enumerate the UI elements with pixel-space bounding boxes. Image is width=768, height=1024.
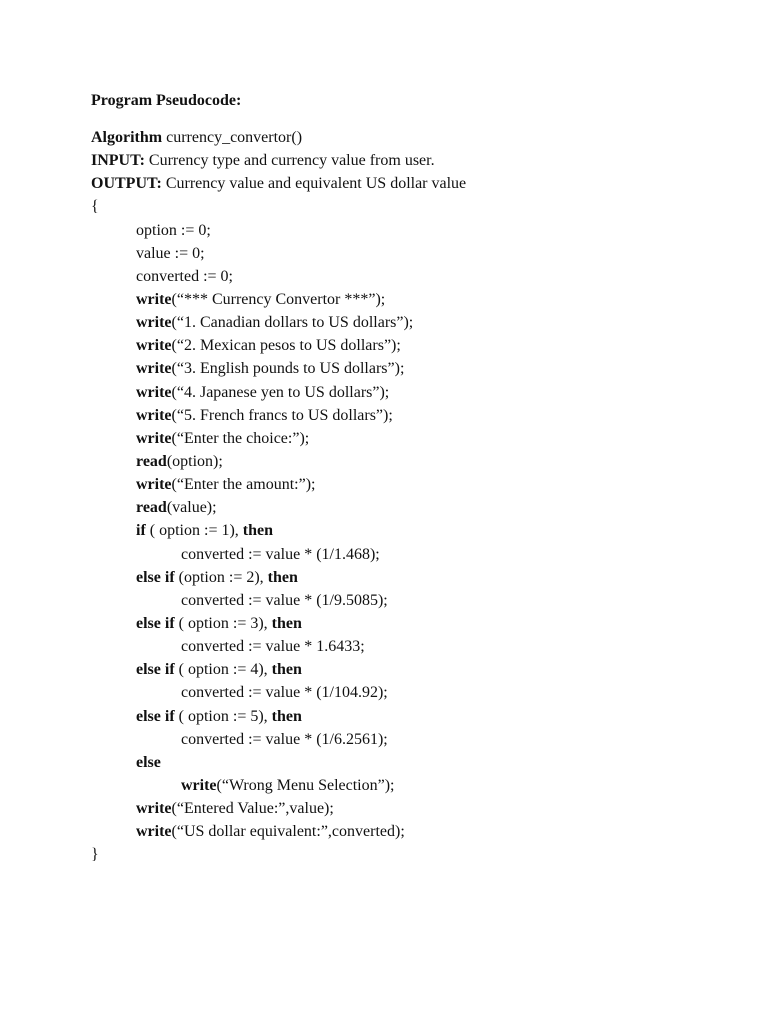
code-text: (“1. Canadian dollars to US dollars”);	[171, 314, 414, 332]
code-line-14	[91, 519, 751, 542]
code-line-2: value := 0;	[136, 244, 205, 262]
code-line-18	[91, 612, 751, 635]
code-line-13	[91, 496, 751, 519]
code-text: (option);	[166, 452, 223, 470]
write-keyword: write	[136, 406, 172, 424]
code-line-4	[91, 288, 751, 311]
code-text: ( option := 4),	[174, 661, 268, 679]
write-keyword: write	[136, 337, 172, 355]
write-keyword: write	[136, 314, 172, 332]
input-line	[91, 149, 751, 172]
code-text: (“Wrong Menu Selection”);	[216, 776, 395, 794]
code-line-10	[91, 427, 751, 450]
code-line-6	[91, 334, 751, 357]
write-keyword: write	[136, 476, 172, 494]
write-keyword: write	[181, 776, 217, 794]
then-keyword: then	[267, 707, 302, 725]
code-line-5	[91, 311, 751, 334]
close-brace: }	[91, 846, 99, 864]
output-line	[91, 172, 751, 195]
pseudocode-block	[91, 126, 751, 867]
code-text: (“3. English pounds to US dollars”);	[171, 360, 405, 378]
code-text: (“Entered Value:”,value);	[171, 800, 334, 818]
code-line-12	[91, 473, 751, 496]
algorithm-line	[91, 126, 751, 149]
else-keyword: else	[136, 753, 161, 771]
write-keyword: write	[136, 800, 172, 818]
code-line-15: converted := value * (1/1.468);	[181, 545, 380, 563]
code-line-19: converted := value * 1.6433;	[181, 638, 365, 656]
else-if-keyword: else if	[136, 568, 175, 586]
code-line-23: converted := value * (1/6.2561);	[181, 730, 388, 748]
code-text: ( option := 5),	[174, 707, 268, 725]
code-line-17: converted := value * (1/9.5085);	[181, 591, 388, 609]
code-line-11	[91, 450, 751, 473]
if-keyword: if	[136, 522, 146, 540]
code-line-22	[91, 705, 751, 728]
code-text: (option := 2),	[174, 568, 264, 586]
write-keyword: write	[136, 383, 172, 401]
input-text: Currency type and currency value from user.	[144, 152, 435, 170]
write-keyword: write	[136, 823, 172, 841]
then-keyword: then	[263, 568, 298, 586]
code-text: (“5. French francs to US dollars”);	[171, 406, 393, 424]
read-keyword: read	[136, 499, 167, 517]
read-keyword: read	[136, 452, 167, 470]
page-title: Program Pseudocode:	[91, 92, 242, 109]
code-line-9	[91, 404, 751, 427]
write-keyword: write	[136, 360, 172, 378]
code-text: (“4. Japanese yen to US dollars”);	[171, 383, 390, 401]
input-keyword: INPUT:	[91, 152, 145, 170]
code-text: (“Enter the amount:”);	[171, 476, 316, 494]
code-line-7	[91, 357, 751, 380]
code-line-21: converted := value * (1/104.92);	[181, 684, 388, 702]
code-text: ( option := 3),	[174, 614, 268, 632]
algorithm-keyword: Algorithm	[91, 129, 163, 146]
code-line-16	[91, 566, 751, 589]
code-line-24	[91, 751, 751, 774]
output-keyword: OUTPUT:	[91, 175, 162, 193]
then-keyword: then	[267, 661, 302, 679]
code-text: ( option := 1),	[145, 522, 239, 540]
code-text: (“Enter the choice:”);	[171, 429, 310, 447]
then-keyword: then	[238, 522, 274, 540]
code-text: (“*** Currency Convertor ***”);	[171, 290, 386, 308]
algorithm-name: currency_convertor()	[162, 129, 303, 146]
code-text: (“US dollar equivalent:”,converted);	[171, 823, 405, 841]
then-keyword: then	[267, 614, 302, 632]
else-if-keyword: else if	[136, 614, 175, 632]
code-text: (“2. Mexican pesos to US dollars”);	[171, 337, 401, 355]
code-line-8	[91, 381, 751, 404]
write-keyword: write	[136, 429, 172, 447]
code-line-20	[91, 658, 751, 681]
code-text: (value);	[166, 499, 217, 517]
code-line-3: converted := 0;	[136, 267, 233, 285]
write-keyword: write	[136, 290, 172, 308]
code-line-25	[91, 774, 751, 797]
open-brace: {	[91, 198, 99, 216]
else-if-keyword: else if	[136, 661, 175, 679]
else-if-keyword: else if	[136, 707, 175, 725]
code-line-1: option := 0;	[136, 221, 211, 239]
code-line-27	[91, 820, 751, 843]
code-line-26	[91, 797, 751, 820]
output-text: Currency value and equivalent US dollar value	[161, 175, 467, 193]
